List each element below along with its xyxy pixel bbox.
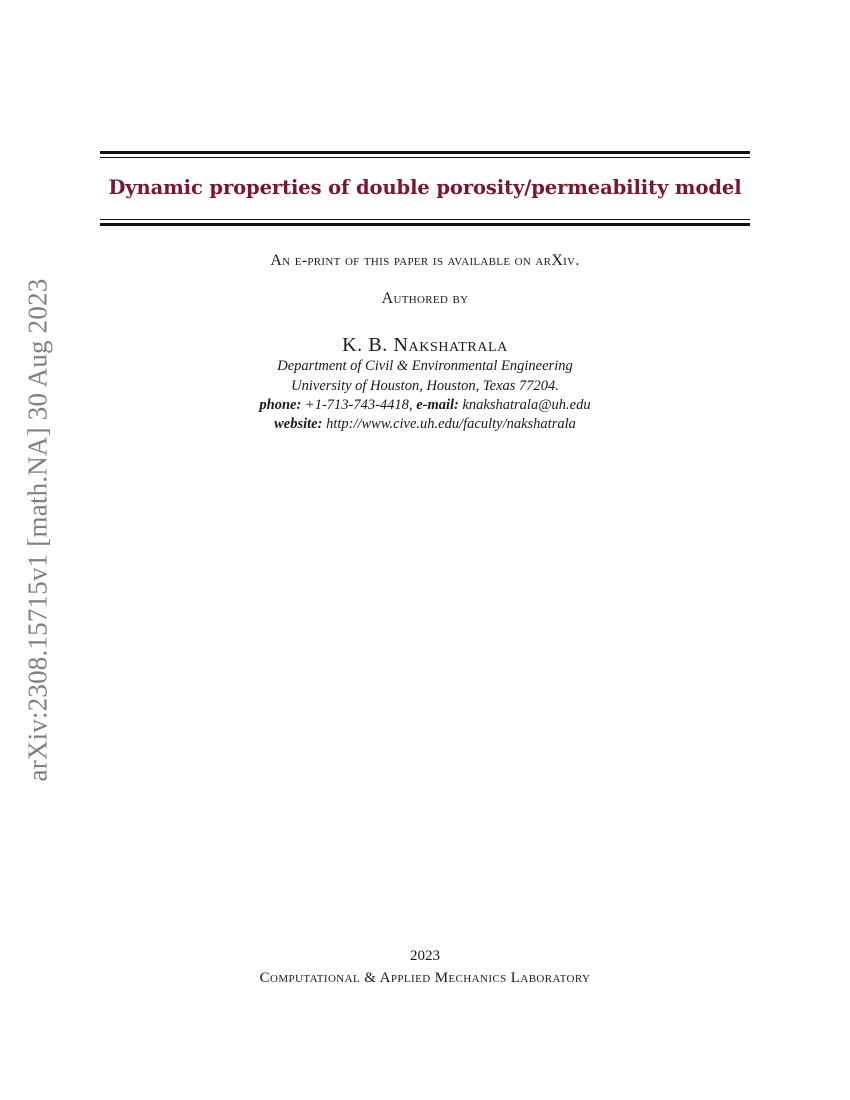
phone-label: phone: xyxy=(259,397,302,413)
title-bottom-rule xyxy=(100,219,750,226)
author-university: University of Houston, Houston, Texas 77204. xyxy=(291,378,559,394)
paper-title: Dynamic properties of double porosity/permeability model xyxy=(108,176,742,199)
phone-number: +1-713-743-4418, xyxy=(304,397,413,413)
website-url[interactable]: http://www.cive.uh.edu/faculty/nakshatrala xyxy=(326,416,576,432)
authored-by-label: Authored by xyxy=(381,290,469,307)
website-label: website: xyxy=(274,416,323,432)
author-department: Department of Civil & Environmental Engineering xyxy=(277,358,573,374)
publication-year: 2023 xyxy=(410,948,440,964)
eprint-note: An e-print of this paper is available on arXiv. xyxy=(270,252,580,269)
title-top-rule xyxy=(100,151,750,158)
email-address[interactable]: knakshatrala@uh.edu xyxy=(462,397,591,413)
author-name: K. B. Nakshatrala xyxy=(342,334,508,356)
author-contact xyxy=(100,397,750,414)
email-label: e-mail: xyxy=(416,397,459,413)
author-website xyxy=(100,416,750,433)
arxiv-identifier: arXiv:2308.15715v1 [math.NA] 30 Aug 2023 xyxy=(22,278,53,782)
lab-name: Computational & Applied Mechanics Laboratory xyxy=(259,970,591,986)
